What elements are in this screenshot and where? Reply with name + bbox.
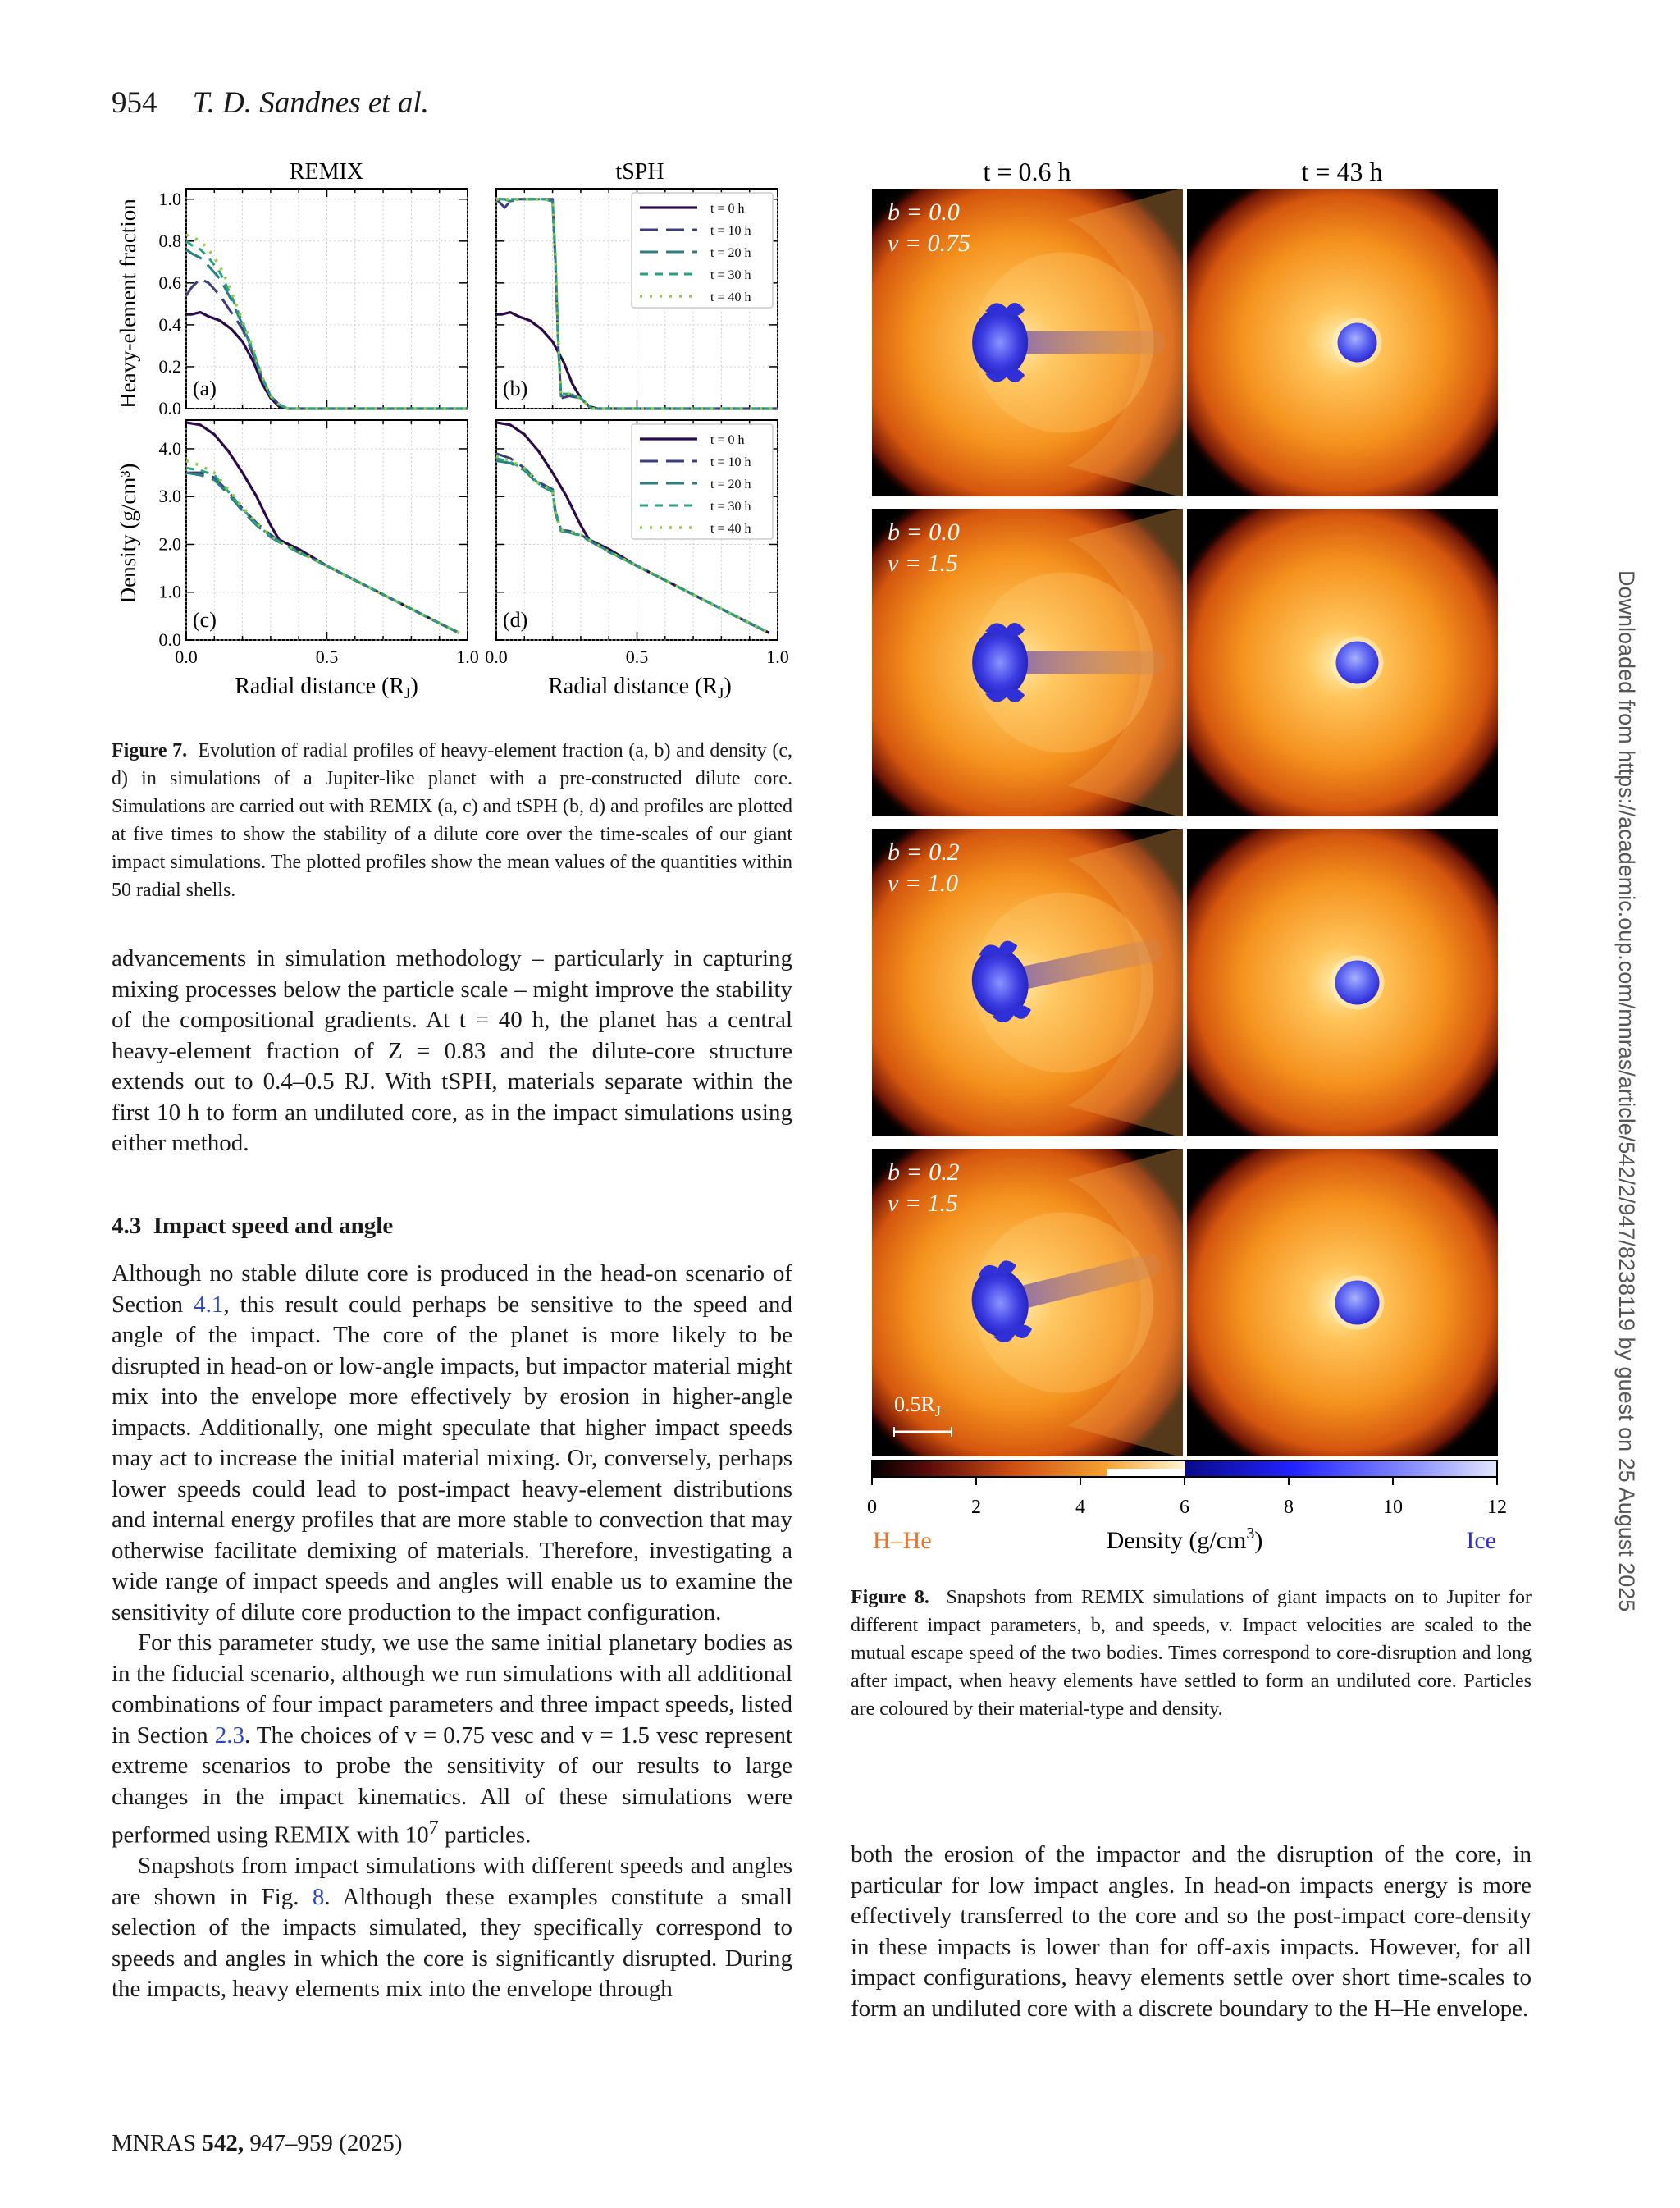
- snapshot-panel-disrupted: [825, 150, 1215, 536]
- figure-7: [111, 156, 800, 714]
- settled-core: [1335, 961, 1380, 1005]
- disrupted-core: [972, 309, 1028, 377]
- y-tick-label: 4.0: [158, 437, 181, 459]
- paragraph-text: Although no stable dilute core is produced in the head-on scenario of Section: [112, 1260, 792, 1318]
- figure-7-caption: [112, 737, 792, 904]
- fig7-panel: [159, 189, 468, 418]
- legend-label: t = 20 h: [710, 246, 751, 260]
- colorbar: [867, 1461, 1507, 1554]
- y-tick-label: 2.0: [158, 533, 181, 555]
- figure-7-caption-label: Figure 7.: [112, 740, 188, 761]
- colorbar-tick-label: 4: [1075, 1497, 1085, 1518]
- footer-journal: MNRAS: [112, 2130, 197, 2156]
- download-note: Downloaded from https://academic.oup.com/mnras/article/542/2/947/8238119 by guest on 25 August 2025: [1614, 570, 1639, 1612]
- impact-parameter-label: b = 0.2: [888, 839, 960, 866]
- figure-8-caption-label: Figure 8.: [851, 1587, 929, 1608]
- colorbar-tick-label: 2: [971, 1497, 981, 1518]
- legend-label: t = 30 h: [710, 500, 751, 514]
- impact-speed-label: v = 0.75: [888, 230, 971, 257]
- fig7-panel: [159, 420, 479, 667]
- colorbar-tick-label: 12: [1487, 1497, 1507, 1518]
- y-tick-label: 3.0: [158, 486, 181, 507]
- debris-trail: [1010, 331, 1166, 354]
- legend-label: t = 10 h: [710, 224, 751, 238]
- text-block-left-main: [112, 1259, 792, 2005]
- legend-label: t = 0 h: [710, 433, 745, 447]
- snapshot-panel-settled: [1158, 478, 1527, 848]
- colorbar-tick-label: 8: [1284, 1497, 1294, 1518]
- fig7-xlabel-right: Radial distance $(R_J)$: [548, 674, 732, 702]
- section-title: Impact speed and angle: [153, 1213, 394, 1239]
- colorbar-tick-label: 0: [867, 1497, 877, 1518]
- paragraph: [112, 1628, 792, 1851]
- fig7-ylabel-bottom: Density (g/cm³): [116, 463, 140, 604]
- x-tick-label: 0.0: [175, 647, 198, 667]
- fig8-col-title-left: t = 0.6 h: [983, 157, 1071, 186]
- figure-8-caption: [851, 1584, 1532, 1723]
- y-tick-label: 0.0: [158, 629, 181, 650]
- snapshot-panel-disrupted: [825, 790, 1215, 1176]
- legend-label: t = 40 h: [710, 290, 751, 304]
- fig7-col-title-remix: REMIX: [289, 159, 364, 185]
- snapshot-panel-settled: [1158, 1118, 1527, 1488]
- colorbar-ice: [1185, 1469, 1497, 1477]
- footer-pages: 947–959 (2025): [249, 2130, 403, 2156]
- figure-8: [867, 156, 1509, 1559]
- paragraph-text: . Although these examples constitute a small selection of the impacts simulated, they specifically correspond to speeds and angles in which the core is significantly disrupted. During the impacts, heavy elements mix into the envelope through: [112, 1883, 793, 2003]
- x-tick-label: 0.5: [315, 647, 339, 667]
- footer-volume: 542,: [202, 2130, 244, 2156]
- panel-letter: (b): [503, 377, 528, 400]
- snapshot-panel-disrupted: [825, 470, 1215, 856]
- impact-parameter-label: b = 0.0: [888, 519, 960, 546]
- legend-label: t = 20 h: [710, 478, 751, 491]
- impact-parameter-label: b = 0.2: [888, 1159, 960, 1186]
- fig7-panel: [496, 189, 778, 409]
- settled-core: [1335, 1281, 1380, 1325]
- section-heading: [112, 1213, 393, 1240]
- legend-box: [632, 193, 773, 308]
- paragraph: [112, 1851, 792, 2005]
- figure-link[interactable]: 8: [312, 1883, 325, 1910]
- figure-8-caption-text: Snapshots from REMIX simulations of giant impacts on to Jupiter for different impact parameters, b, and speeds, v. Impact velocities are scaled to the mutual escape speed of the two bodies. Times correspond to core-disruption and long after impact, when heavy elements have settled to form an undiluted core. Particles are coloured by their material-type and density.: [851, 1587, 1532, 1720]
- x-tick-label: 0.0: [485, 647, 508, 667]
- colorbar-title: Density $(g/cm^3)$: [1106, 1525, 1263, 1554]
- colorbar-white-strip: [1107, 1469, 1185, 1477]
- x-tick-label: 0.5: [625, 647, 649, 667]
- legend-label: t = 0 h: [710, 202, 745, 216]
- impact-parameter-label: b = 0.0: [888, 199, 960, 226]
- panel-letter: (c): [193, 608, 217, 632]
- figure-7-caption-text: Evolution of radial profiles of heavy-element fraction (a, b) and density (c, d) in simulations of a Jupiter-like planet with a pre-constructed dilute core. Simulations are carried out with REMIX (a, c) and tSPH (b, d) and profiles are plotted at five times to show the stability of a dilute core over the time-scales of our giant impact simulations. The plotted profiles show the mean values of the quantities within 50 radial shells.: [112, 740, 792, 901]
- footer: [112, 2130, 402, 2157]
- y-tick-label: 0.4: [158, 313, 181, 335]
- colorbar-ice-upper: [1185, 1461, 1497, 1469]
- scale-bar-label: $0.5R_J$: [894, 1392, 941, 1419]
- legend-label: t = 40 h: [710, 522, 751, 536]
- y-tick-label: 0.2: [158, 355, 181, 377]
- paragraph: advancements in simulation methodology – particularly in capturing mixing processes below the particle scale – might improve the stability of the compositional gradients. At t = 40 h, the planet has a central heavy-element fraction of Z = 0.83 and the dilute-core structure extends out to 0.4–0.5 RJ. With tSPH, materials separate within the first 10 h to form an undiluted core, as in the impact simulations using either method.: [112, 945, 792, 1156]
- section-number: 4.3: [112, 1213, 142, 1239]
- settled-core: [1338, 323, 1377, 363]
- disrupted-core: [972, 629, 1028, 697]
- paragraph: both the erosion of the impactor and the disruption of the core, in particular for low impact angles. In head-on impacts energy is more effectively transferred to the core and so the post-impact core-density in these impacts is lower than for off-axis impacts. However, for all impact configurations, heavy elements settle over short time-scales to form an undiluted core with a discrete boundary to the H–He envelope.: [851, 1841, 1532, 2022]
- colorbar-hhe: [872, 1461, 1185, 1469]
- section-link[interactable]: 2.3: [214, 1721, 244, 1749]
- impact-speed-label: v = 1.5: [888, 550, 959, 577]
- running-header: [112, 85, 429, 121]
- impact-speed-label: v = 1.5: [888, 1190, 959, 1217]
- snapshot-panel-disrupted: [825, 1110, 1215, 1496]
- snapshot-panel-settled: [1158, 158, 1527, 528]
- section-link[interactable]: 4.1: [194, 1291, 224, 1318]
- paragraph: [112, 1259, 792, 1628]
- page-number: 954: [112, 86, 158, 120]
- y-tick-label: 0.6: [158, 272, 181, 293]
- superscript: 7: [428, 1817, 439, 1839]
- colorbar-tick-label: 10: [1383, 1497, 1403, 1518]
- fig7-ylabel-top: Heavy-element fraction: [116, 199, 140, 409]
- colorbar-ice-label: Ice: [1466, 1527, 1496, 1554]
- legend-label: t = 10 h: [710, 455, 751, 469]
- fig7-col-title-tsph: tSPH: [615, 159, 664, 185]
- x-tick-label: 1.0: [766, 647, 789, 667]
- paragraph-text: , this result could perhaps be sensitive to the speed and angle of the impact. The core of the planet is more likely to be disrupted in head-on or low-angle impacts, but impactor material might mix into the envelope more effectively by erosion in higher-angle impacts. Additionally, one might speculate that higher impact speeds may act to increase the initial material mixing. Or, conversely, perhaps lower speeds could lead to post-impact heavy-element distributions and internal energy profiles that are more stable to convection that may otherwise facilitate demixing of materials. Therefore, investigating a wide range of impact speeds and angles will enable us to examine the sensitivity of dilute core production to the impact configuration.: [112, 1291, 792, 1625]
- text-block-right: [851, 1840, 1532, 2024]
- paragraph-text: particles.: [438, 1822, 532, 1849]
- panel-letter: (a): [193, 377, 217, 400]
- fig7-panel: [485, 420, 789, 667]
- y-tick-label: 1.0: [158, 581, 181, 602]
- fig8-col-title-right: t = 43 h: [1301, 157, 1383, 186]
- y-tick-label: 0.0: [158, 398, 181, 418]
- y-tick-label: 0.8: [158, 230, 181, 251]
- x-tick-label: 1.0: [456, 647, 479, 667]
- debris-trail: [1010, 651, 1166, 674]
- paragraph-text: For this parameter study, we use the same initial planetary bodies as in the fiducial scenario, although we run simulations with all additional combinations of four impact parameters and three impact speeds, listed in Section: [112, 1630, 792, 1749]
- snapshot-panel-settled: [1158, 798, 1527, 1168]
- y-tick-label: 1.0: [158, 188, 181, 209]
- colorbar-hhe-label: H–He: [873, 1527, 932, 1554]
- impact-speed-label: v = 1.0: [888, 870, 959, 897]
- fig7-xlabel-left: Radial distance $(R_J)$: [235, 674, 418, 702]
- running-authors: T. D. Sandnes et al.: [192, 86, 429, 120]
- panel-letter: (d): [503, 608, 528, 632]
- colorbar-tick-label: 6: [1180, 1497, 1189, 1518]
- legend-box: [632, 424, 773, 539]
- legend-label: t = 30 h: [710, 268, 751, 282]
- paragraph-text: Snapshots from impact simulations with different speeds and angles are shown in Fig.: [112, 1853, 792, 1910]
- text-block-left-top: [112, 944, 792, 1159]
- paragraph-text: . The choices of v = 0.75 vesc and v = 1.5 vesc represent extreme scenarios to probe the sensitivity of our results to large changes in the impact kinematics. All of these simulations were performed using REMIX with 10: [112, 1721, 793, 1849]
- settled-core: [1336, 642, 1379, 684]
